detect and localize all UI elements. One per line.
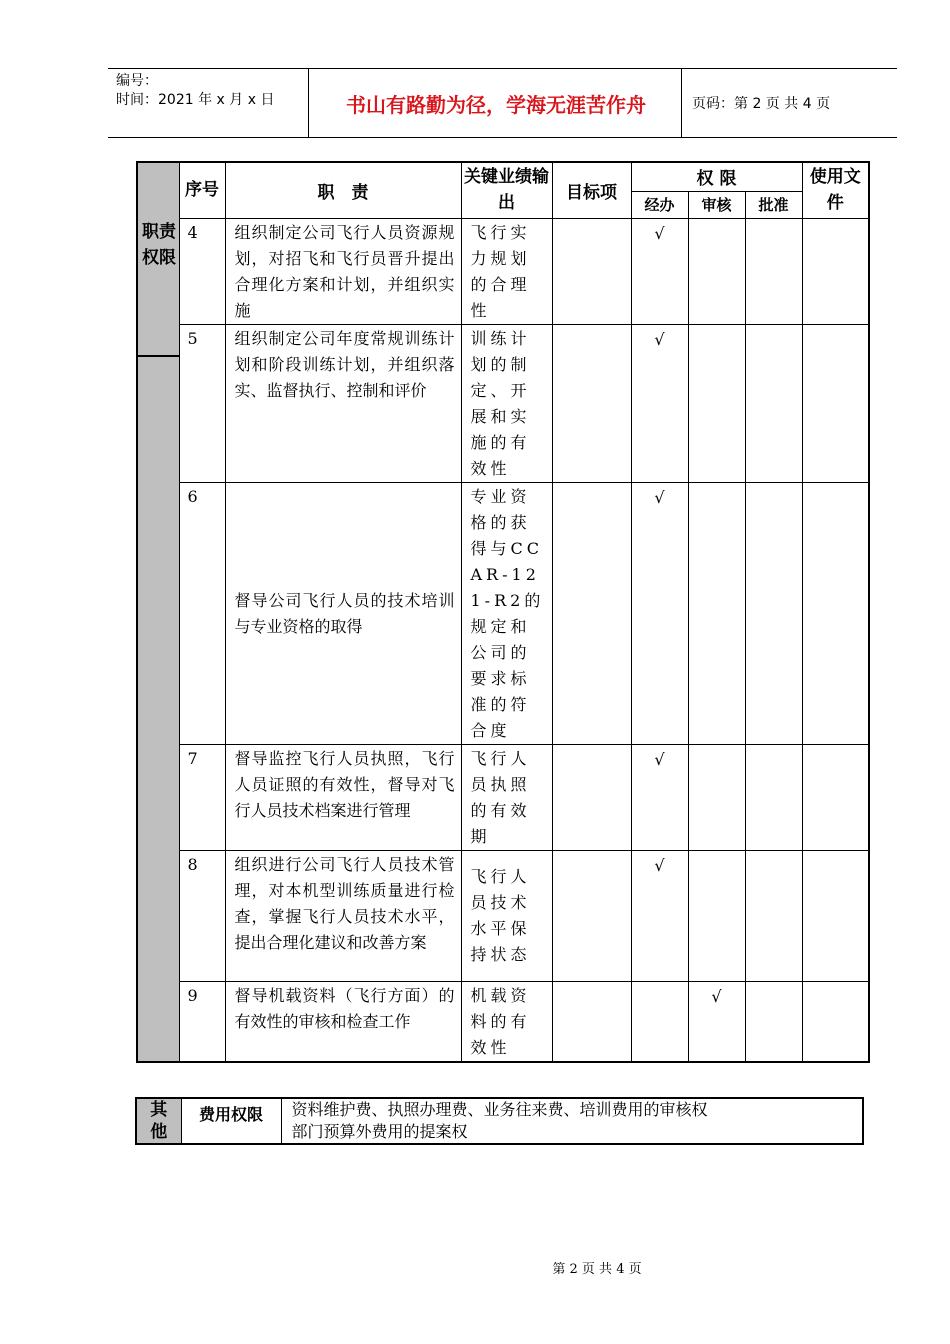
header-page-number: 页码：第 2 页 共 4 页: [692, 96, 831, 112]
table-row: [137, 324, 869, 482]
col-header-duty: 职 责: [225, 162, 461, 218]
row-duty: 组织进行公司飞行人员技术管理，对本机型训练质量进行检查，掌握飞行人员技术水平，提出合理化建议和改善方案: [225, 850, 461, 981]
other-label-text: 其他: [150, 1100, 168, 1142]
row-number: 6: [179, 482, 225, 744]
row-docs: [802, 218, 869, 324]
row-duty: 组织制定公司年度常规训练计划和阶段训练计划，并组织落实、监督执行、控制和评价: [225, 324, 461, 482]
header-meta: [116, 72, 274, 110]
row-duty: 组织制定公司飞行人员资源规划，对招飞和飞行员晋升提出合理化方案和计划，并组织实施: [225, 218, 461, 324]
other-row: [136, 1098, 863, 1144]
table-row: [137, 482, 869, 744]
row-approve-check: [745, 981, 802, 1062]
row-number: 8: [179, 850, 225, 981]
row-handle-check: [631, 981, 688, 1062]
row-review-check: [688, 218, 745, 324]
row-approve-check: [745, 218, 802, 324]
row-docs: [802, 482, 869, 744]
row-review-check: [688, 324, 745, 482]
row-docs: [802, 981, 869, 1062]
col-header-review: 审核: [688, 191, 745, 218]
expense-authority-text: [281, 1098, 863, 1144]
row-kpi: 飞行实力规划的合理性: [461, 218, 552, 324]
table-row: [137, 981, 869, 1062]
row-target: [552, 324, 631, 482]
page-footer: [0, 1258, 950, 1277]
row-docs: [802, 850, 869, 981]
col-header-no: 序号: [179, 162, 225, 218]
document-date: 时间：2021 年 x 月 x 日: [116, 92, 275, 108]
row-kpi: 飞行人员技术水平保持状态: [461, 850, 552, 981]
header-motto: 书山有路勤为径，学海无涯苦作舟: [346, 92, 646, 117]
row-handle-check: √: [631, 218, 688, 324]
row-approve-check: [745, 850, 802, 981]
row-target: [552, 981, 631, 1062]
footer-page-number: 第 2 页 共 4 页: [552, 1262, 642, 1277]
row-review-check: [688, 744, 745, 850]
document-code: 编号：: [116, 73, 158, 89]
col-header-docs: 使用文件: [802, 162, 869, 218]
row-approve-check: [745, 744, 802, 850]
row-handle-check: √: [631, 850, 688, 981]
side-label: 职责权限: [138, 219, 180, 357]
expense-authority-label: 费用权限: [181, 1098, 281, 1144]
expense-line: 部门预算外费用的提案权: [291, 1122, 468, 1141]
row-target: [552, 850, 631, 981]
row-kpi: 训练计划的制定、开展和实施的有效性: [461, 324, 552, 482]
expense-line: 资料维护费、执照办理费、业务往来费、培训费用的审核权: [291, 1100, 708, 1119]
row-number: 9: [179, 981, 225, 1062]
row-duty: 督导监控飞行人员执照，飞行人员证照的有效性，督导对飞行人员技术档案进行管理: [225, 744, 461, 850]
responsibility-table: [136, 161, 870, 1063]
row-duty: 督导公司飞行人员的技术培训与专业资格的取得: [225, 482, 461, 744]
col-header-handle: 经办: [631, 191, 688, 218]
table-row: [137, 850, 869, 981]
row-kpi: 飞行人员执照的有效期: [461, 744, 552, 850]
row-target: [552, 218, 631, 324]
row-docs: [802, 324, 869, 482]
side-label-cell: [137, 162, 179, 1062]
table-row: [137, 744, 869, 850]
row-docs: [802, 744, 869, 850]
other-label: [136, 1098, 181, 1144]
col-header-authority: 权 限: [631, 162, 802, 191]
row-approve-check: [745, 482, 802, 744]
row-target: [552, 482, 631, 744]
row-number: 4: [179, 218, 225, 324]
page-header: [108, 68, 897, 138]
col-header-target: 目标项: [552, 162, 631, 218]
row-kpi: 专业资格的获得与CCAR-121-R2的规定和公司的要求标准的符合度: [461, 482, 552, 744]
header-row: [137, 162, 869, 191]
row-review-check: [688, 850, 745, 981]
row-approve-check: [745, 324, 802, 482]
row-kpi: 机载资料的有效性: [461, 981, 552, 1062]
row-number: 7: [179, 744, 225, 850]
table-row: [137, 218, 869, 324]
row-duty: 督导机载资料（飞行方面）的有效性的审核和检查工作: [225, 981, 461, 1062]
header-divider: [308, 69, 309, 137]
row-review-check: √: [688, 981, 745, 1062]
col-header-kpi: 关键业绩输出: [461, 162, 552, 218]
row-handle-check: √: [631, 482, 688, 744]
row-number: 5: [179, 324, 225, 482]
row-handle-check: √: [631, 324, 688, 482]
other-table: [135, 1097, 864, 1145]
col-header-approve: 批准: [745, 191, 802, 218]
row-target: [552, 744, 631, 850]
row-review-check: [688, 482, 745, 744]
row-handle-check: √: [631, 744, 688, 850]
